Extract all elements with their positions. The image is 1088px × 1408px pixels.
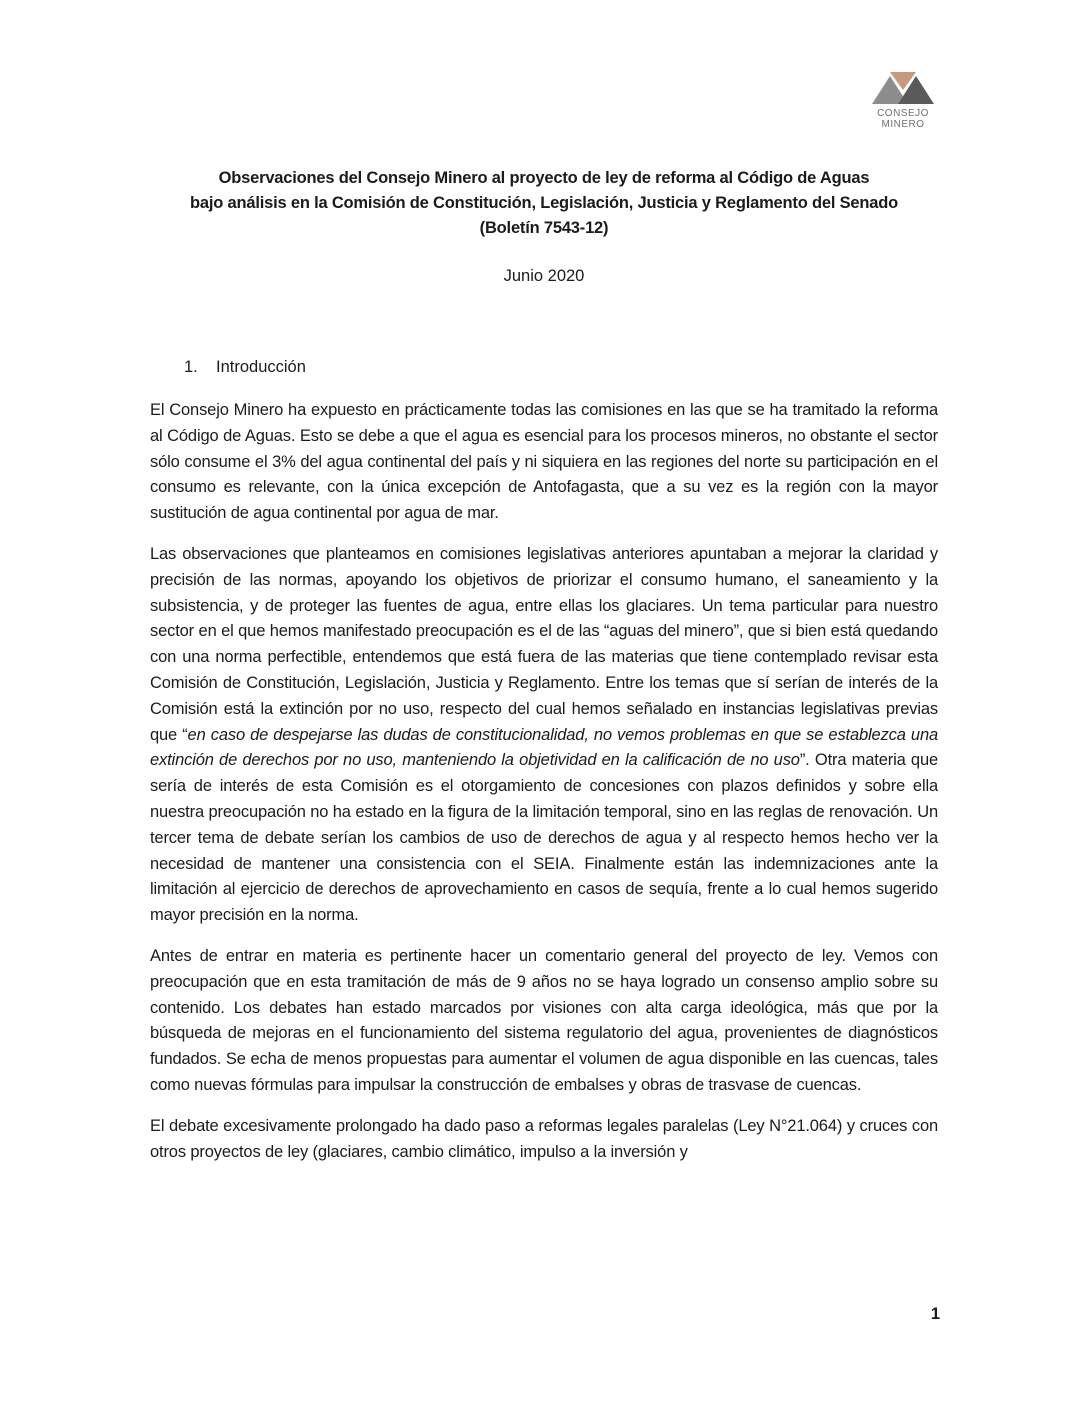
- section-number: 1.: [184, 358, 198, 376]
- paragraph-2-text-start: Las observaciones que planteamos en comisiones legislativas anteriores apuntaban a mejorar la claridad y precisión de las normas, apoyando los objetivos de priorizar el consumo humano, el saneamiento y la subsistencia, y de proteger las fuentes de agua, entre ellas los glaciares. Un tema particular para nuestro sector en el que hemos manifestado preocupación es el de las “aguas del minero”, que si bien está quedando con una norma perfectible, entendemos que está fuera de las materias que tiene contemplado revisar esta Comisión de Constitución, Legislación, Justicia y Reglamento. Entre los temas que sí serían de interés de la Comisión está la extinción por no uso, respecto del cual hemos señalado en instancias legislativas previas que “: [150, 544, 938, 744]
- section-heading: [184, 355, 306, 380]
- document-title: [150, 166, 938, 241]
- paragraph-3: Antes de entrar en materia es pertinente hacer un comentario general del proyecto de ley. Vemos con preocupación que en esta tramitación de más de 9 años no se haya logrado un consenso amplio sobre su contenido. Los debates han estado marcados por visiones con alta carga ideológica, más que por la búsqueda de mejoras en el funcionamiento del sistema regulatorio del agua, provenientes de diagnósticos fundados. Se echa de menos propuestas para aumentar el volumen de agua disponible en las cuencas, tales como nuevas fórmulas para impulsar la construcción de embalses y obras de trasvase de cuencas.: [150, 946, 938, 1094]
- document-date: Junio 2020: [503, 267, 585, 285]
- paragraph-2-quote: en caso de despejarse las dudas de constitucionalidad, no vemos problemas en que se establezca una extinción de derechos por no uso, manteniendo la objetividad en la calificación de no uso: [150, 725, 938, 770]
- paragraph-4: El debate excesivamente prolongado ha dado paso a reformas legales paralelas (Ley N°21.064) y cruces con otros proyectos de ley (glaciares, cambio climático, impulso a la inversión y: [150, 1116, 938, 1161]
- document-body: [150, 398, 938, 1165]
- logo-text: [868, 108, 938, 130]
- logo-text-line2: MINERO: [881, 119, 925, 130]
- title-line-2: bajo análisis en la Comisión de Constitución, Legislación, Justicia y Reglamento del Senado: [190, 194, 898, 212]
- paragraph-2: [150, 542, 938, 929]
- title-line-1: Observaciones del Consejo Minero al proyecto de ley de reforma al Código de Aguas: [218, 169, 870, 187]
- section-title: Introducción: [216, 358, 306, 376]
- paragraph-2-text-end: ”. Otra materia que sería de interés de esta Comisión es el otorgamiento de concesiones con plazos definidos y sobre ella nuestra preocupación no ha estado en la figura de la limitación temporal, sino en las reglas de renovación. Un tercer tema de debate serían los cambios de uso de derechos de agua y al respecto hemos hecho ver la necesidad de mantener una consistencia con el SEIA. Finalmente están las indemnizaciones ante la limitación al ejercicio de derechos de aprovechamiento en casos de sequía, frente a lo cual hemos sugerido mayor precisión en la norma.: [150, 751, 938, 925]
- logo-text-line1: CONSEJO: [877, 108, 929, 119]
- logo-triangles-icon: [868, 70, 938, 106]
- page-number: 1: [930, 1305, 940, 1323]
- consejo-minero-logo: [868, 70, 938, 140]
- title-line-3: (Boletín 7543-12): [479, 219, 609, 237]
- paragraph-1: El Consejo Minero ha expuesto en prácticamente todas las comisiones en las que se ha tramitado la reforma al Código de Aguas. Esto se debe a que el agua es esencial para los procesos mineros, no obstante el sector sólo consume el 3% del agua continental del país y ni siquiera en las regiones del norte su participación en el consumo es relevante, con la única excepción de Antofagasta, que a su vez es la región con la mayor sustitución de agua continental por agua de mar.: [150, 401, 938, 523]
